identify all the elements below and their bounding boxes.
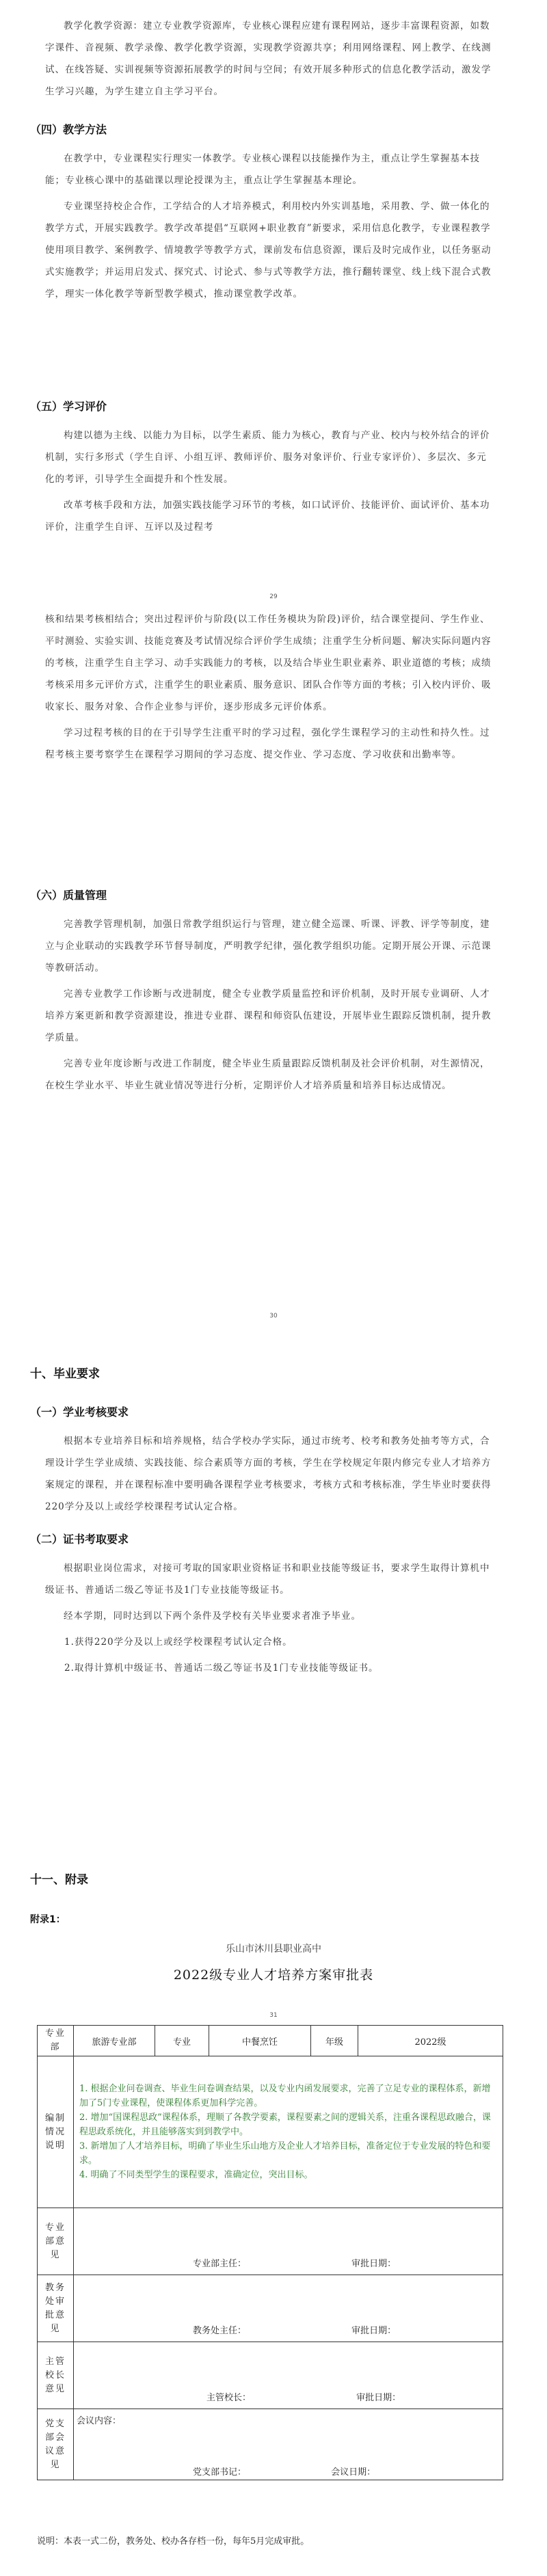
approval-form-table: [37, 2025, 503, 2480]
form-vp-row: [38, 2342, 503, 2409]
prof-value: 中餐烹饪: [209, 2026, 311, 2056]
page-29-content: [0, 15, 547, 103]
section-teaching-methods: [0, 116, 547, 305]
compile-content: [74, 2056, 503, 2208]
party-opinion-label: 党支部会议意见: [38, 2409, 74, 2480]
form-teaching-row: [38, 2275, 503, 2342]
page-number-31: 31: [269, 2012, 278, 2019]
paragraph-evaluation-1: 构建以德为主线、以能力为目标，以学生素质、能力为核心，教育与产业、校内与校外结合的评价机制，实行多形式（学生自评、小组互评、教师评价、服务对象评价、行业专家评价）、多层次、多元化的考评，引导学生全面提升和个性发展。: [45, 430, 490, 485]
page-30-content: [0, 608, 547, 766]
compile-item: 4. 明确了不同类型学生的课程要求，准确定位，突出目标。: [79, 2170, 313, 2180]
compile-label: 编制情况说明: [38, 2056, 74, 2208]
paragraph-evaluation-2a: 改革考核手段和方法，加强实践技能学习环节的考核，如口试评价、技能评价、面试评价、基本功评价，注重学生自评、互评以及过程考: [45, 500, 490, 533]
vp-opinion-label: 主管校长意见: [38, 2342, 74, 2409]
appendix-label: 附录1：: [30, 1914, 66, 1925]
paragraph-methods-2: 专业课坚持校企合作，工学结合的人才培养模式，利用校内外实训基地，采用教、学、做一体化的教学方式，开展实践教学。教学改革提倡“互联网+职业教育”新要求，采用信息化教学，专业课程教学使用项目教学、案例教学、情境教学等教学方式，课前发布信息资源，课后及时完成作业，以任务驱动式实施教学；并运用启发式、探究式、讨论式、参与式等教学方法，推行翻转课堂、线上线下混合式教学，理实一体化教学等新型教学模式，推动课堂教学改革。: [45, 201, 492, 299]
heading-quality-management: （六）质量管理: [30, 889, 107, 902]
paragraph-quality-2: 完善专业教学工作诊断与改进制度，健全专业教学质量监控和评价机制，及时开展专业调研、人才培养方案更新和教学资源建设，推进专业群、课程和师资队伍建设，开展毕业生跟踪反馈机制，提升教学质量。: [45, 989, 492, 1043]
teaching-opinion-field[interactable]: [74, 2275, 503, 2342]
compile-item: 2. 增加“国课程思政”课程体系，理顺了各教学要素，课程要素之间的逻辑关系，注重各课程思政融合，课程思政系统化，并且能够落实到到教学中。: [79, 2112, 491, 2137]
compile-item: 1. 根据企业问卷调查、毕业生问卷调查结果，以及专业内函发展要求，完善了立足专业的课程体系，新增加了5门专业课程，使课程体系更加科学完善。: [79, 2084, 491, 2108]
school-name: 乐山市沐川县职业高中: [226, 1944, 321, 1955]
meeting-date-sign: 会议日期：: [331, 2467, 376, 2478]
meeting-content-label: 会议内容：: [77, 2416, 122, 2426]
compile-item: 3. 新增加了人才培养目标，明确了毕业生乐山地方及企业人才培养目标，准备定位于专业发展的特色和要求。: [79, 2141, 491, 2166]
form-title: 2022级专业人才培养方案审批表: [173, 1968, 374, 1983]
form-party-row: [38, 2409, 503, 2480]
dept-opinion-label: 专业部意见: [38, 2208, 74, 2275]
form-dept-row: [38, 2208, 503, 2275]
grade-label: 年级: [311, 2026, 358, 2056]
section-learning-evaluation: [0, 393, 547, 538]
section-appendix: [0, 1866, 547, 1983]
teaching-opinion-label: 教务处审批意见: [38, 2275, 74, 2342]
heading-graduation: 十、毕业要求: [30, 1367, 100, 1381]
paragraph-evaluation-3: 学习过程考核的目的在于引导学生注重平时的学习过程，强化学生课程学习的主动性和持久性。过程考核主要考察学生在课程学习期间的学习态度、提交作业、学习态度、学习收获和出勤率等。: [45, 727, 490, 760]
condition-credits: 1.获得220学分及以上或经学校课程考试认定合格。: [64, 1637, 293, 1648]
paragraph-methods-1: 在教学中，专业课程实行理实一体教学。专业核心课程以技能操作为主，重点让学生掌握基本技能；专业核心课中的基础课以理论授课为主，重点让学生掌握基本理论。: [45, 153, 480, 186]
paragraph-graduate-conditions: 经本学期，同时达到以下两个条件及学校有关毕业要求者准予毕业。: [64, 1611, 361, 1622]
page-number-30: 30: [269, 1313, 278, 1319]
heading-learning-evaluation: （五）学习评价: [30, 400, 107, 413]
heading-certificates: （二）证书考取要求: [30, 1533, 129, 1546]
section-graduation: [0, 1360, 547, 1679]
vp-date-sign: 审批日期：: [356, 2393, 401, 2403]
heading-appendix: 十一、附录: [30, 1873, 88, 1887]
teaching-head-sign: 教务处主任：: [193, 2326, 247, 2336]
form-header-row: [38, 2026, 503, 2056]
prof-label: 专业: [155, 2026, 209, 2056]
form-compile-row: [38, 2056, 503, 2208]
page-number-29: 29: [269, 593, 278, 600]
teaching-date-sign: 审批日期：: [351, 2326, 397, 2336]
condition-certificates: 2.取得计算机中级证书、普通话二级乙等证书及1门专业技能等级证书。: [64, 1663, 379, 1674]
paragraph-evaluation-2b: 核和结果考核相结合；突出过程评价与阶段(以工作任务模块为阶段)评价，结合课堂提问、学生作业、平时测验、实验实训、技能竞赛及考试情况综合评价学生成绩；注重学生分析问题、解决实际问题内容的考核，注重学生自主学习、动手实践能力的考核，以及结合毕业生职业素养、职业道德的考核；成绩考核采用多元评价方式，注重学生的职业素质、服务意识、团队合作等方面的考核；引入校内评价、吸收家长、服务对象、合作企业参与评价，逐步形成多元评价体系。: [45, 614, 492, 712]
section-quality-management: [0, 882, 547, 1097]
dept-head-sign: 专业部主任：: [193, 2259, 247, 2269]
paragraph-assessment: 根据本专业培养目标和培养规格，结合学校办学实际，通过市统考、校考和教务处抽考等方式，合理设计学生学业成绩、实践技能、综合素质等方面的考核，学生在学校规定年限内修完专业人才培养方案规定的课程，并在课程标准中要明确各课程学业考核要求，考核方式和考核标准，学生毕业时要获得220学分及以上或经学校课程考试认定合格。: [45, 1436, 492, 1512]
major-value: 旅游专业部: [74, 2026, 155, 2056]
vp-sign: 主管校长：: [206, 2393, 252, 2403]
paragraph-quality-3: 完善专业年度诊断与改进工作制度，健全毕业生质量跟踪反馈机制及社会评价机制，对生源情况，在校生学业水平、毕业生就业情况等进行分析，定期评价人才培养质量和培养目标达成情况。: [45, 1058, 490, 1091]
paragraph-certificates: 根据职业岗位需求，对接可考取的国家职业资格证书和职业技能等级证书，要求学生取得计算机中级证书、普通话二级乙等证书及1门专业技能等级证书。: [45, 1563, 490, 1596]
heading-teaching-methods: （四）教学方法: [30, 123, 107, 136]
paragraph-quality-1: 完善教学管理机制，加强日常教学组织运行与管理，建立健全巡课、听课、评教、评学等制度，建立与企业联动的实践教学环节督导制度，严明教学纪律，强化教学组织功能。定期开展公开课、示范课等教研活动。: [45, 919, 492, 974]
grade-value: 2022级: [358, 2026, 503, 2056]
party-opinion-field[interactable]: [74, 2409, 503, 2480]
dept-opinion-field[interactable]: [74, 2208, 503, 2275]
dept-date-sign: 审批日期：: [351, 2259, 397, 2269]
form-note: 说明：本表一式二份，教务处、校办各存档一份，每年5月完成审批。: [37, 2536, 310, 2547]
paragraph-resources: 教学化教学资源：建立专业教学资源库，专业核心课程应建有课程网站，逐步丰富课程资源，如数字课件、音视频、教学录像、教学化教学资源，实现教学资源共享；利用网络课程、网上教学、在线测试、在线答疑、实训视频等资源拓展教学的时间与空间；有效开展多种形式的信息化教学活动，激发学生学习兴趣，为学生建立自主学习平台。: [45, 21, 492, 97]
heading-academic-assessment: （一）学业考核要求: [30, 1406, 129, 1419]
vp-opinion-field[interactable]: [74, 2342, 503, 2409]
major-label: 专业部: [38, 2026, 74, 2056]
party-secretary-sign: 党支部书记：: [193, 2467, 247, 2478]
